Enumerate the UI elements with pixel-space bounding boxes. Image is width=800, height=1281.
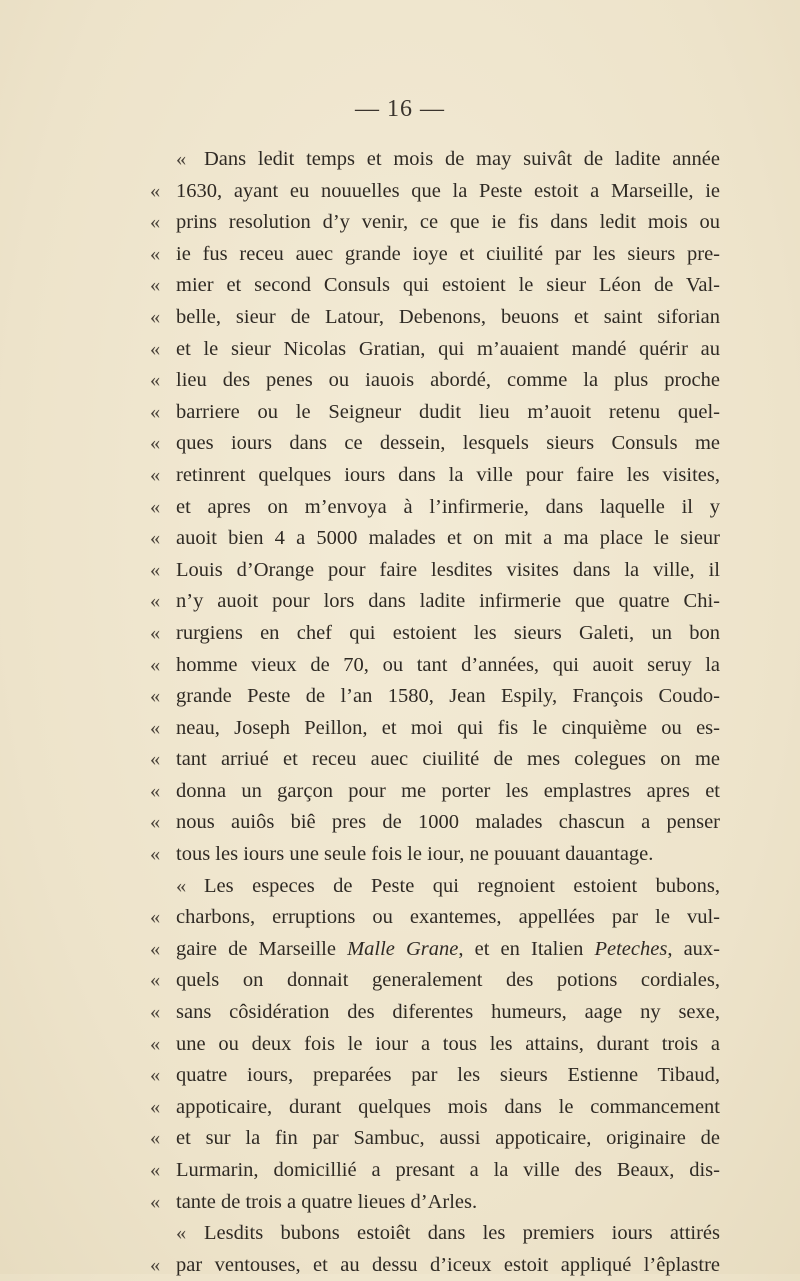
text-line: [150, 871, 720, 903]
quote-mark: «: [176, 1222, 187, 1245]
quote-mark: «: [150, 337, 161, 360]
text-line: [150, 460, 720, 492]
quote-mark: «: [150, 590, 161, 613]
line-text: nous auiôs biê pres de 1000 malades chascun a penser: [176, 811, 720, 834]
quote-mark: «: [150, 1253, 161, 1276]
text-line: [150, 1155, 720, 1187]
quote-mark: «: [150, 1001, 161, 1024]
line-text: Les especes de Peste qui regnoient estoient bubons,: [204, 874, 720, 897]
quote-mark: «: [150, 906, 161, 929]
quote-mark: «: [150, 432, 161, 455]
quote-mark: «: [150, 211, 161, 234]
text-line: [150, 586, 720, 618]
text-line: [150, 618, 720, 650]
quote-mark: «: [176, 148, 187, 170]
line-text: Lesdits bubons estoiêt dans les premiers iours attirés: [204, 1222, 720, 1245]
line-text: 1630, ayant eu nouuelles que la Peste estoit a Marseille, ie: [176, 179, 720, 202]
quote-mark: «: [150, 653, 161, 676]
line-text: retinrent quelques iours dans la ville pour faire les visites,: [176, 463, 720, 486]
text-line: [150, 1250, 720, 1281]
quote-mark: «: [176, 874, 187, 897]
line-text: quels on donnait generalement des potions cordiales,: [176, 969, 720, 992]
text-line: [150, 997, 720, 1029]
quote-mark: «: [150, 558, 161, 581]
quote-mark: «: [150, 811, 161, 834]
line-text: Dans ledit temps et mois de may suivât de ladite année: [204, 148, 720, 170]
line-text: n’y auoit pour lors dans ladite infirmerie que quatre Chi-: [176, 590, 720, 613]
text-line: [150, 681, 720, 713]
line-text: donna un garçon pour me porter les emplastres apres et: [176, 779, 720, 802]
text-line: [150, 902, 720, 934]
text-line: [150, 270, 720, 302]
line-text: homme vieux de 70, ou tant d’années, qui auoit seruy la: [176, 653, 720, 676]
line-text: appoticaire, durant quelques mois dans le commancement: [176, 1095, 720, 1118]
body-text: [150, 144, 720, 1281]
quote-mark: «: [150, 305, 161, 328]
text-line: [150, 1060, 720, 1092]
quote-mark: «: [150, 716, 161, 739]
text-line: [150, 397, 720, 429]
text-line: [150, 239, 720, 271]
quote-mark: «: [150, 748, 161, 771]
line-text: tant arriué et receu auec ciuilité de mes colegues on me: [176, 748, 720, 771]
quote-mark: «: [150, 843, 161, 866]
text-line: [150, 1187, 720, 1219]
text-line: [150, 1123, 720, 1155]
quote-mark: «: [150, 1127, 161, 1150]
line-text: Louis d’Orange pour faire lesdites visites dans la ville, il: [176, 558, 720, 581]
quote-mark: «: [150, 369, 161, 392]
text-line: [150, 1218, 720, 1250]
line-text: par ventouses, et au dessu d’iceux estoit appliqué l’êplastre: [176, 1253, 720, 1276]
line-text: et apres on m’envoya à l’infirmerie, dans laquelle il y: [176, 495, 720, 518]
text-line: [150, 744, 720, 776]
text-line: [150, 492, 720, 524]
quote-mark: «: [150, 274, 161, 297]
line-text: et sur la fin par Sambuc, aussi appoticaire, originaire de: [176, 1127, 720, 1150]
line-text: gaire de Marseille Malle Grane, et en Italien Peteches, aux-: [176, 937, 720, 960]
page-number: — 16 —: [355, 96, 445, 122]
line-text: une ou deux fois le iour a tous les attains, durant trois a: [176, 1032, 720, 1055]
line-text: sans côsidération des diferentes humeurs, aage ny sexe,: [176, 1001, 720, 1024]
text-line: [150, 428, 720, 460]
text-line: [150, 144, 720, 176]
text-line: [150, 934, 720, 966]
quote-mark: «: [150, 779, 161, 802]
quote-mark: «: [150, 1032, 161, 1055]
text-line: [150, 1029, 720, 1061]
line-text: tous les iours une seule fois le iour, ne pouuant dauantage.: [176, 843, 654, 866]
quote-mark: «: [150, 495, 161, 518]
italic-term: Peteches: [594, 937, 668, 960]
quote-mark: «: [150, 1190, 161, 1213]
line-text: tante de trois a quatre lieues d’Arles.: [176, 1190, 478, 1213]
line-text: belle, sieur de Latour, Debenons, beuons et saint siforian: [176, 305, 720, 328]
text-line: [150, 1092, 720, 1124]
text-line: [150, 555, 720, 587]
text-line: [150, 650, 720, 682]
text-line: [150, 334, 720, 366]
line-text: auoit bien 4 a 5000 malades et on mit a ma place le sieur: [176, 527, 720, 550]
text-line: [150, 365, 720, 397]
line-text: neau, Joseph Peillon, et moi qui fis le cinquième ou es-: [176, 716, 720, 739]
line-text: ie fus receu auec grande ioye et ciuilité par les sieurs pre-: [176, 242, 720, 265]
quote-mark: «: [150, 463, 161, 486]
line-text: Lurmarin, domicillié a presant a la ville des Beaux, dis-: [176, 1159, 720, 1181]
quote-mark: «: [150, 179, 161, 202]
quote-mark: «: [150, 1064, 161, 1087]
line-text: ques iours dans ce dessein, lesquels sieurs Consuls me: [176, 432, 720, 455]
line-text: grande Peste de l’an 1580, Jean Espily, François Coudo-: [176, 685, 720, 708]
text-line: [150, 965, 720, 997]
text-line: [150, 713, 720, 745]
italic-term: Malle Grane: [347, 937, 459, 960]
text-line: [150, 302, 720, 334]
text-line: [150, 207, 720, 239]
text-line: [150, 807, 720, 839]
quote-mark: «: [150, 527, 161, 550]
text-line: [150, 839, 720, 871]
line-text: charbons, erruptions ou exantemes, appellées par le vul-: [176, 906, 720, 929]
quote-mark: «: [150, 937, 161, 960]
line-text: et le sieur Nicolas Gratian, qui m’auaient mandé quérir au: [176, 337, 720, 360]
quote-mark: «: [150, 242, 161, 265]
line-text: quatre iours, preparées par les sieurs Estienne Tibaud,: [176, 1064, 720, 1087]
quote-mark: «: [150, 685, 161, 708]
text-line: [150, 176, 720, 208]
line-text: barriere ou le Seigneur dudit lieu m’auoit retenu quel-: [176, 400, 720, 423]
text-line: [150, 523, 720, 555]
text-line: [150, 776, 720, 808]
line-text: rurgiens en chef qui estoient les sieurs Galeti, un bon: [176, 621, 720, 644]
quote-mark: «: [150, 400, 161, 423]
line-text: lieu des penes ou iauois abordé, comme la plus proche: [176, 369, 720, 392]
quote-mark: «: [150, 1159, 161, 1181]
quote-mark: «: [150, 1095, 161, 1118]
line-text: prins resolution d’y venir, ce que ie fis dans ledit mois ou: [176, 211, 720, 234]
quote-mark: «: [150, 969, 161, 992]
line-text: mier et second Consuls qui estoient le sieur Léon de Val-: [176, 274, 720, 297]
quote-mark: «: [150, 621, 161, 644]
